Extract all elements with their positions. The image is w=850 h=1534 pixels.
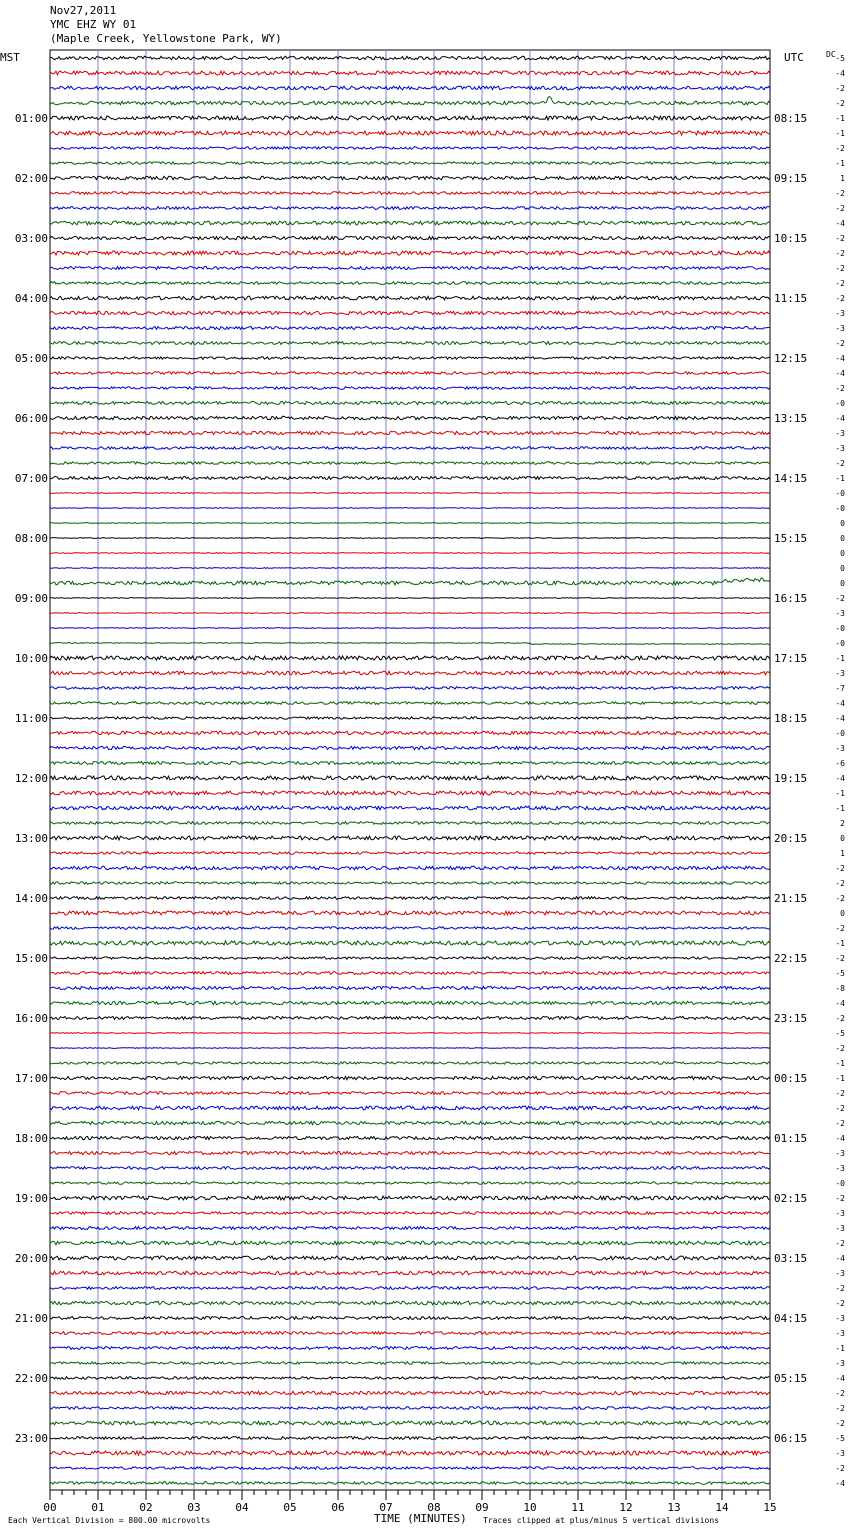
dc-offset-value: -4 (835, 69, 845, 78)
dc-offset-value: -1 (835, 129, 845, 138)
trace-row (50, 882, 770, 884)
trace-row (50, 1001, 770, 1004)
trace-row (50, 866, 770, 870)
trace-row (50, 1362, 770, 1365)
trace-row (50, 462, 770, 465)
trace-row (50, 1332, 770, 1335)
x-tick-label: 13 (667, 1501, 681, 1514)
right-hour-label: 22:15 (774, 952, 808, 965)
x-tick-label: 14 (715, 1501, 729, 1514)
vertical-division-note: Each Vertical Division = 800.00 microvolts (8, 1516, 211, 1525)
dc-offset-value: -6 (835, 759, 845, 768)
dc-offset-value: 1 (840, 849, 845, 858)
trace-row (50, 296, 770, 300)
trace-row (50, 1182, 770, 1184)
trace-row (50, 986, 770, 989)
right-hour-label: 15:15 (774, 532, 808, 545)
right-hour-label: 14:15 (774, 472, 808, 485)
trace-row (50, 1301, 770, 1305)
trace-row (50, 1271, 770, 1275)
dc-offset-value: -3 (835, 1149, 845, 1158)
trace-row (50, 746, 770, 749)
trace-row (50, 671, 770, 675)
trace-row (50, 538, 770, 539)
x-tick-label: 15 (763, 1501, 777, 1514)
left-timezone-label: MST (0, 51, 20, 64)
trace-row (50, 447, 770, 450)
trace-row (50, 911, 770, 915)
trace-row (50, 568, 770, 569)
left-hour-label: 14:00 (14, 892, 48, 905)
right-hour-label: 17:15 (774, 652, 808, 665)
trace-row (50, 267, 770, 270)
trace-row (50, 282, 770, 285)
dc-offset-value: -4 (835, 1479, 845, 1488)
dc-offset-value: -2 (835, 204, 845, 213)
station-name: YMC EHZ WY 01 (50, 18, 137, 31)
dc-offset-value: -0 (835, 489, 845, 498)
trace-row (50, 1121, 770, 1124)
dc-offset-value: -5 (835, 54, 845, 63)
trace-row (50, 1241, 770, 1245)
trace-row (50, 1151, 770, 1154)
trace-row (50, 207, 770, 210)
dc-offset-value: -1 (835, 789, 845, 798)
left-hour-label: 16:00 (14, 1012, 48, 1025)
dc-offset-value: -3 (835, 1329, 845, 1338)
dc-offset-value: -4 (835, 1254, 845, 1263)
dc-offset-value: -3 (835, 309, 845, 318)
trace-row (50, 86, 770, 90)
dc-offset-value: -0 (835, 639, 845, 648)
right-hour-label: 08:15 (774, 112, 808, 125)
right-hour-label: 11:15 (774, 292, 808, 305)
left-hour-label: 04:00 (14, 292, 48, 305)
dc-offset-value: -2 (835, 1104, 845, 1113)
trace-row (50, 477, 770, 480)
dc-offset-value: -2 (835, 294, 845, 303)
trace-row (50, 731, 770, 734)
left-hour-label: 10:00 (14, 652, 48, 665)
trace-row (50, 236, 770, 239)
dc-offset-value: 1 (840, 174, 845, 183)
trace-row (50, 656, 770, 660)
dc-offset-value: -4 (835, 699, 845, 708)
dc-offset-value: 0 (840, 909, 845, 918)
right-hour-label: 21:15 (774, 892, 808, 905)
plot-date: Nov27,2011 (50, 4, 117, 17)
x-tick-label: 01 (91, 1501, 105, 1514)
dc-offset-value: -0 (835, 729, 845, 738)
trace-row (50, 131, 770, 135)
right-hour-label: 05:15 (774, 1372, 808, 1385)
dc-offset-value: -0 (835, 1179, 845, 1188)
right-hour-label: 12:15 (774, 352, 808, 365)
right-hour-label: 02:15 (774, 1192, 808, 1205)
right-hour-label: 13:15 (774, 412, 808, 425)
dc-offset-value: -3 (835, 1449, 845, 1458)
dc-offset-value: -2 (835, 234, 845, 243)
dc-offset-value: 0 (840, 519, 845, 528)
trace-row (50, 1377, 770, 1380)
right-hour-label: 01:15 (774, 1132, 808, 1145)
trace-row (50, 1092, 770, 1095)
trace-row (50, 147, 770, 150)
trace-row (50, 1062, 770, 1064)
dc-offset-value: -2 (835, 1014, 845, 1023)
dc-offset-value: -0 (835, 504, 845, 513)
clip-note: Traces clipped at plus/minus 5 vertical divisions (483, 1516, 720, 1525)
trace-row (50, 1421, 770, 1425)
x-tick-label: 03 (187, 1501, 201, 1514)
dc-offset-value: -2 (835, 339, 845, 348)
dc-offset-value: -2 (835, 1284, 845, 1293)
right-hour-label: 09:15 (774, 172, 808, 185)
trace-row (50, 357, 770, 360)
trace-row (50, 1347, 770, 1350)
dc-offset-value: -2 (835, 1419, 845, 1428)
trace-row (50, 578, 770, 585)
right-hour-label: 03:15 (774, 1252, 808, 1265)
dc-offset-value: 0 (840, 534, 845, 543)
left-hour-label: 18:00 (14, 1132, 48, 1145)
dc-offset-value: -4 (835, 219, 845, 228)
trace-row (50, 791, 770, 795)
dc-offset-value: -2 (835, 1389, 845, 1398)
dc-offset-value: 0 (840, 834, 845, 843)
dc-offset-value: -7 (835, 684, 845, 693)
dc-offset-value: -1 (835, 114, 845, 123)
trace-row (50, 1287, 770, 1290)
dc-offset-value: -1 (835, 1074, 845, 1083)
trace-row (50, 852, 770, 854)
dc-offset-value: -2 (835, 249, 845, 258)
right-hour-label: 10:15 (774, 232, 808, 245)
trace-row (50, 401, 770, 404)
right-hour-label: 23:15 (774, 1012, 808, 1025)
trace-row (50, 643, 770, 645)
trace-row (50, 1407, 770, 1410)
dc-offset-value: -2 (835, 1119, 845, 1128)
dc-offset-value: -3 (835, 429, 845, 438)
right-hour-label: 06:15 (774, 1432, 808, 1445)
dc-offset-value: -3 (835, 1269, 845, 1278)
trace-row (50, 1227, 770, 1230)
trace-row (50, 941, 770, 945)
dc-offset-value: -2 (835, 1464, 845, 1473)
trace-row (50, 1016, 770, 1019)
trace-row (50, 221, 770, 225)
x-tick-label: 06 (331, 1501, 345, 1514)
dc-offset-value: -2 (835, 1404, 845, 1413)
trace-row (50, 1451, 770, 1455)
trace-row (50, 493, 770, 494)
dc-offset-value: -5 (835, 1434, 845, 1443)
trace-row (50, 97, 770, 105)
trace-row (50, 311, 770, 314)
right-hour-label: 00:15 (774, 1072, 808, 1085)
x-tick-label: 05 (283, 1501, 297, 1514)
x-tick-label: 02 (139, 1501, 153, 1514)
dc-offset-value: -3 (835, 324, 845, 333)
dc-offset-value: -4 (835, 414, 845, 423)
dc-offset-value: -3 (835, 1164, 845, 1173)
trace-row (50, 342, 770, 345)
x-tick-label: 10 (523, 1501, 537, 1514)
dc-offset-value: -2 (835, 264, 845, 273)
trace-row (50, 972, 770, 975)
dc-offset-value: -4 (835, 714, 845, 723)
dc-offset-value: -2 (835, 954, 845, 963)
right-hour-label: 19:15 (774, 772, 808, 785)
x-tick-label: 04 (235, 1501, 249, 1514)
dc-offset-value: -2 (835, 864, 845, 873)
dc-offset-value: -1 (835, 1344, 845, 1353)
x-tick-label: 09 (475, 1501, 489, 1514)
trace-row (50, 56, 770, 60)
trace-row (50, 1256, 770, 1260)
dc-offset-value: -3 (835, 609, 845, 618)
dc-offset-value: -1 (835, 159, 845, 168)
trace-row (50, 1076, 770, 1079)
trace-row (50, 613, 770, 614)
dc-offset-value: -4 (835, 354, 845, 363)
right-hour-label: 04:15 (774, 1312, 808, 1325)
left-hour-label: 08:00 (14, 532, 48, 545)
x-tick-label: 08 (427, 1501, 441, 1514)
dc-label: DC (826, 50, 836, 59)
trace-row (50, 687, 770, 690)
dc-offset-value: -5 (835, 969, 845, 978)
left-hour-label: 22:00 (14, 1372, 48, 1385)
dc-offset-value: -1 (835, 474, 845, 483)
dc-offset-value: -2 (835, 84, 845, 93)
trace-row (50, 1391, 770, 1395)
dc-offset-value: -2 (835, 894, 845, 903)
trace-row (50, 192, 770, 195)
trace-row (50, 717, 770, 719)
left-hour-label: 09:00 (14, 592, 48, 605)
dc-offset-value: -2 (835, 924, 845, 933)
trace-row (50, 1196, 770, 1200)
left-hour-label: 07:00 (14, 472, 48, 485)
x-tick-label: 07 (379, 1501, 393, 1514)
dc-offset-value: -1 (835, 654, 845, 663)
trace-row (50, 1317, 770, 1320)
dc-offset-value: -1 (835, 1059, 845, 1068)
trace-row (50, 806, 770, 810)
dc-offset-value: -3 (835, 444, 845, 453)
left-hour-label: 21:00 (14, 1312, 48, 1325)
dc-offset-value: -2 (835, 279, 845, 288)
dc-offset-value: -1 (835, 939, 845, 948)
trace-row (50, 1467, 770, 1470)
dc-offset-value: -2 (835, 1194, 845, 1203)
left-hour-label: 12:00 (14, 772, 48, 785)
trace-row (50, 176, 770, 179)
trace-row (50, 372, 770, 375)
trace-row (50, 431, 770, 434)
trace-row (50, 1033, 770, 1034)
trace-row (50, 822, 770, 825)
left-hour-label: 13:00 (14, 832, 48, 845)
left-hour-label: 20:00 (14, 1252, 48, 1265)
trace-row (50, 1136, 770, 1139)
dc-offset-value: -3 (835, 1224, 845, 1233)
dc-offset-value: -3 (835, 1314, 845, 1323)
dc-offset-value: -1 (835, 804, 845, 813)
left-hour-label: 03:00 (14, 232, 48, 245)
dc-offset-value: -4 (835, 999, 845, 1008)
dc-offset-value: -2 (835, 879, 845, 888)
dc-offset-value: -2 (835, 1239, 845, 1248)
trace-row (50, 116, 770, 120)
right-hour-label: 20:15 (774, 832, 808, 845)
trace-row (50, 598, 770, 599)
dc-offset-value: -8 (835, 984, 845, 993)
trace-row (50, 1437, 770, 1440)
trace-row (50, 1106, 770, 1110)
dc-offset-value: -2 (835, 144, 845, 153)
trace-row (50, 553, 770, 554)
x-tick-label: 00 (43, 1501, 57, 1514)
dc-offset-value: -2 (835, 384, 845, 393)
x-tick-label: 11 (571, 1501, 585, 1514)
trace-row (50, 1048, 770, 1049)
left-hour-label: 23:00 (14, 1432, 48, 1445)
trace-row (50, 387, 770, 390)
station-location: (Maple Creek, Yellowstone Park, WY) (50, 32, 282, 45)
trace-row (50, 628, 770, 629)
trace-row (50, 251, 770, 255)
dc-offset-value: -3 (835, 744, 845, 753)
dc-offset-value: -5 (835, 1029, 845, 1038)
dc-offset-value: 0 (840, 579, 845, 588)
dc-offset-value: -2 (835, 594, 845, 603)
trace-row (50, 702, 770, 705)
trace-row (50, 416, 770, 419)
right-hour-label: 18:15 (774, 712, 808, 725)
trace-row (50, 957, 770, 959)
dc-offset-value: -2 (835, 99, 845, 108)
left-hour-label: 11:00 (14, 712, 48, 725)
left-hour-label: 01:00 (14, 112, 48, 125)
trace-row (50, 762, 770, 765)
right-hour-label: 16:15 (774, 592, 808, 605)
dc-offset-value: -4 (835, 369, 845, 378)
dc-offset-value: -3 (835, 1359, 845, 1368)
trace-row (50, 523, 770, 524)
trace-row (50, 1167, 770, 1170)
left-hour-label: 15:00 (14, 952, 48, 965)
trace-row (50, 508, 770, 509)
dc-offset-value: -3 (835, 669, 845, 678)
dc-offset-value: -0 (835, 399, 845, 408)
left-hour-label: 02:00 (14, 172, 48, 185)
trace-row (50, 776, 770, 780)
dc-offset-value: -2 (835, 1299, 845, 1308)
trace-row (50, 836, 770, 840)
dc-offset-value: -2 (835, 1044, 845, 1053)
trace-row (50, 897, 770, 900)
dc-offset-value: -3 (835, 1209, 845, 1218)
x-axis-label: TIME (MINUTES) (374, 1512, 467, 1525)
left-hour-label: 17:00 (14, 1072, 48, 1085)
dc-offset-value: 2 (840, 819, 845, 828)
dc-offset-value: -4 (835, 774, 845, 783)
dc-offset-value: -0 (835, 624, 845, 633)
dc-offset-value: -2 (835, 459, 845, 468)
trace-row (50, 927, 770, 930)
right-timezone-label: UTC (784, 51, 804, 64)
dc-offset-value: -4 (835, 1374, 845, 1383)
dc-offset-value: -2 (835, 189, 845, 198)
left-hour-label: 05:00 (14, 352, 48, 365)
dc-offset-value: 0 (840, 564, 845, 573)
left-hour-label: 19:00 (14, 1192, 48, 1205)
trace-row (50, 327, 770, 330)
trace-row (50, 1482, 770, 1485)
dc-offset-value: -2 (835, 1089, 845, 1098)
trace-row (50, 71, 770, 75)
dc-offset-value: -4 (835, 1134, 845, 1143)
dc-offset-value: 0 (840, 549, 845, 558)
trace-row (50, 1212, 770, 1215)
trace-row (50, 162, 770, 165)
left-hour-label: 06:00 (14, 412, 48, 425)
x-tick-label: 12 (619, 1501, 633, 1514)
